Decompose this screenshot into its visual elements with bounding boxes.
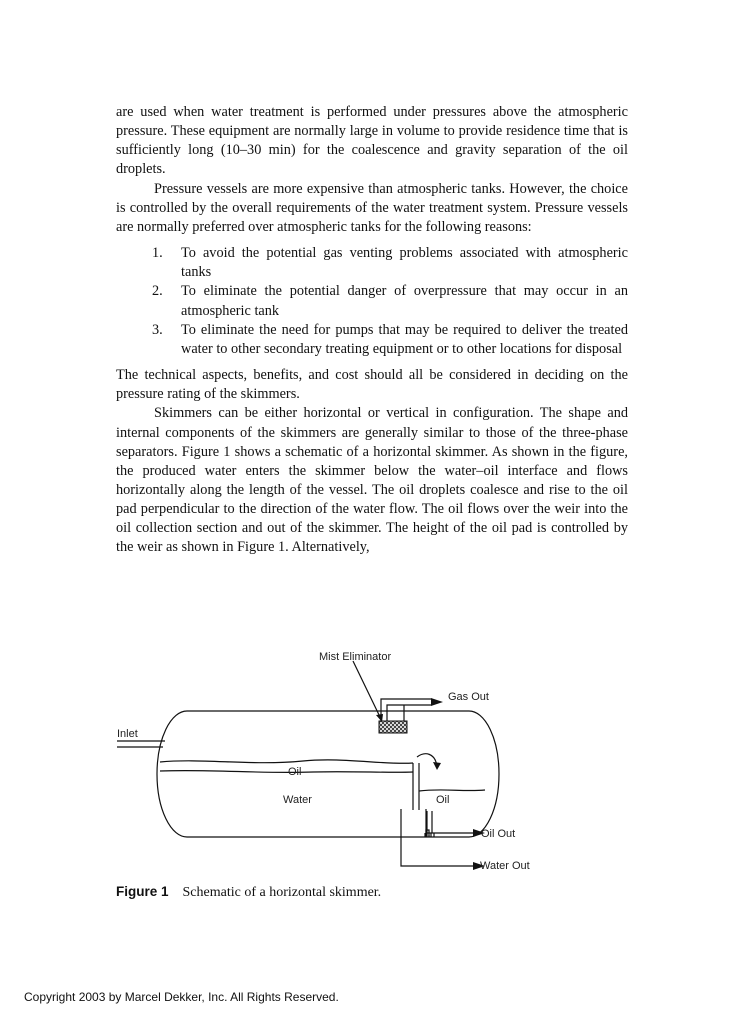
list-item-text: To eliminate the potential danger of overpressure that may occur in an atmospheric tank bbox=[181, 283, 628, 319]
oil-water-interface bbox=[160, 760, 413, 763]
gas-outlet-pipe bbox=[381, 699, 431, 721]
reasons-list bbox=[116, 244, 628, 359]
weir bbox=[413, 763, 419, 810]
list-item-text: To avoid the potential gas venting problems associated with atmospheric tanks bbox=[181, 245, 628, 281]
mist-eliminator-pad bbox=[379, 721, 407, 733]
oil-section-level bbox=[419, 790, 485, 791]
list-item bbox=[116, 244, 628, 282]
skimmer-schematic bbox=[113, 645, 553, 880]
list-item-number: 2. bbox=[152, 283, 163, 300]
list-item bbox=[116, 321, 628, 359]
copyright-footer: Copyright 2003 by Marcel Dekker, Inc. All Rights Reserved. bbox=[24, 990, 339, 1004]
label-gas-out: Gas Out bbox=[448, 691, 489, 703]
mist-pointer bbox=[353, 661, 381, 719]
caption-text: Schematic of a horizontal skimmer. bbox=[182, 885, 382, 900]
list-item-number: 1. bbox=[152, 245, 163, 262]
paragraph-2: Pressure vessels are more expensive than atmospheric tanks. However, the choice is controlled by the overall requirements of the water treatment system. Pressure vessels are normally preferred over atmospheric tanks for the following reasons: bbox=[116, 180, 628, 235]
list-item-text: To eliminate the need for pumps that may be required to deliver the treated water to other secondary treating equipment or to other locations for disposal bbox=[181, 321, 628, 357]
figure-caption bbox=[116, 884, 381, 901]
label-oil-section: Oil bbox=[436, 794, 450, 806]
vessel-outline bbox=[157, 711, 499, 837]
oil-pad-line bbox=[160, 771, 413, 773]
label-mist-eliminator: Mist Eliminator bbox=[319, 651, 392, 663]
paragraph-4: Skimmers can be either horizontal or vertical in configuration. The shape and internal components of the skimmers are generally similar to those of the three-phase separators. Figure 1 shows a schematic of a horizontal skimmer. As shown in the figure, the produced water enters the skimmer below the water–oil interface and flows horizontally along the length of the vessel. The oil droplets coalesce and rise to the oil pad perpendicular to the direction of the water flow. The oil flows over the weir into the oil collection section and out of the skimmer. The height of the oil pad is controlled by the weir as shown in Figure 1. Alternatively, bbox=[116, 405, 628, 556]
list-item-number: 3. bbox=[152, 321, 163, 338]
caption-number: Figure 1 bbox=[116, 884, 169, 899]
skimmer-figure bbox=[113, 645, 553, 880]
gas-out-arrow bbox=[431, 698, 443, 706]
label-water: Water bbox=[283, 794, 312, 806]
label-oil-pad: Oil bbox=[288, 766, 302, 778]
list-item bbox=[116, 282, 628, 320]
paragraph-1: are used when water treatment is performed under pressures above the atmospheric pressure. These equipment are normally large in volume to provide residence time that is sufficiently long (10–30 min) for the coalescence and gravity separation of the oil droplets. bbox=[116, 104, 628, 178]
inlet-pipe bbox=[117, 741, 165, 747]
oil-outlet bbox=[426, 809, 473, 833]
label-inlet: Inlet bbox=[117, 728, 138, 740]
label-water-out: Water Out bbox=[480, 860, 530, 872]
label-oil-out: Oil Out bbox=[481, 828, 516, 840]
overflow-curve bbox=[417, 754, 437, 766]
body-text bbox=[116, 103, 628, 558]
overflow-arrow bbox=[433, 762, 441, 770]
paragraph-3: The technical aspects, benefits, and cost should all be considered in deciding on the pressure rating of the skimmers. bbox=[116, 367, 628, 403]
